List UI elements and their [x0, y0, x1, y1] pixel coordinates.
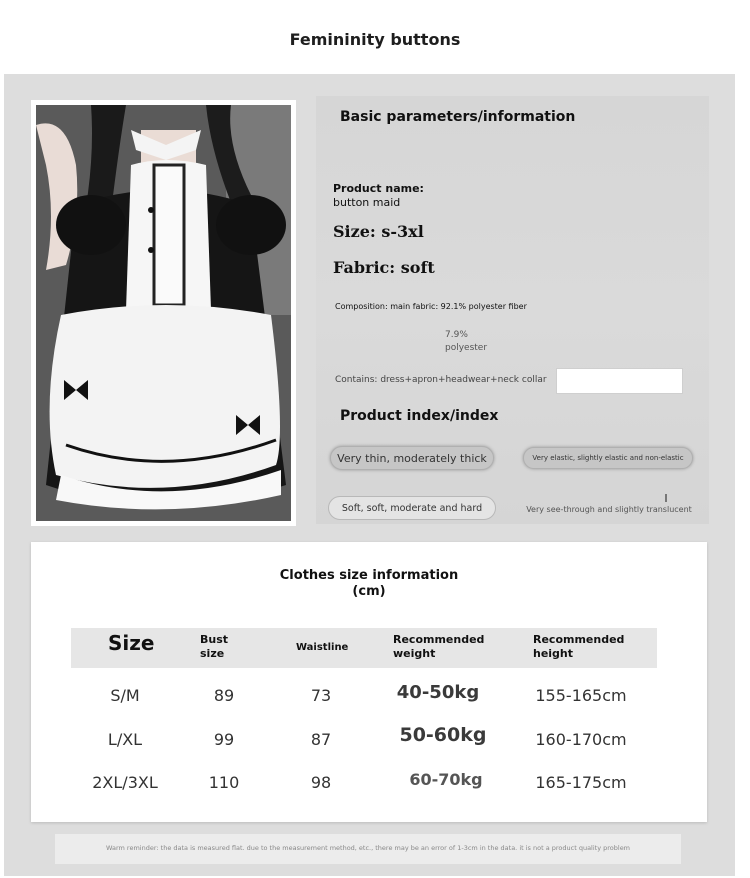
table-row-weight: 50-60kg	[399, 724, 487, 746]
table-row-size: L/XL	[107, 730, 143, 749]
table-row-bust: 99	[213, 730, 235, 749]
header-bust-1: Bust	[200, 633, 229, 646]
contains-text: Contains: dress+apron+headwear+neck collar	[335, 375, 547, 385]
basic-info-card	[316, 96, 709, 524]
header-weight-1: Recommended	[393, 633, 485, 646]
pill-softness: Soft, soft, moderate and hard	[328, 496, 496, 520]
product-photo	[36, 105, 291, 521]
product-name-label: Product name:	[333, 182, 424, 195]
table-row-height: 165-175cm	[535, 773, 627, 792]
secondary-pct: 7.9%	[445, 330, 468, 340]
composition-text: Composition: main fabric: 92.1% polyester fiber	[335, 302, 527, 311]
secondary-material: polyester	[445, 343, 488, 353]
fabric-type: Fabric: soft	[333, 258, 435, 277]
size-table-title: Clothes size information	[279, 568, 459, 583]
maid-dress-illustration	[36, 105, 291, 521]
header-height-1: Recommended	[533, 633, 625, 646]
transparency-marker	[665, 494, 667, 502]
table-row-height: 155-165cm	[535, 686, 627, 705]
header-height-2: height	[533, 647, 574, 660]
size-table-card	[31, 542, 707, 822]
pill-transparency: Very see-through and slightly translucent	[526, 504, 692, 514]
size-table-unit: (cm)	[352, 584, 386, 599]
table-row-bust: 110	[208, 773, 240, 792]
page-title: Femininity buttons	[289, 30, 461, 49]
blank-label-box	[556, 368, 683, 394]
index-heading: Product index/index	[340, 408, 499, 424]
pill-thickness: Very thin, moderately thick	[330, 446, 494, 470]
header-waist: Waistline	[296, 642, 349, 653]
table-row-waist: 73	[310, 686, 332, 705]
header-size: Size	[108, 631, 155, 655]
product-name-value: button maid	[333, 196, 401, 209]
measurement-reminder: Warm reminder: the data is measured flat. due to the measurement method, etc., there may be an error of 1-3cm in the data. it is not a product quality problem	[105, 844, 631, 852]
table-row-weight: 60-70kg	[409, 770, 483, 789]
table-row-waist: 87	[310, 730, 332, 749]
table-row-size: S/M	[110, 686, 140, 705]
table-row-height: 160-170cm	[535, 730, 627, 749]
header-weight-2: weight	[393, 647, 436, 660]
table-row-bust: 89	[213, 686, 235, 705]
size-range: Size: s-3xl	[333, 222, 424, 241]
table-row-weight: 40-50kg	[396, 682, 480, 703]
header-bust-2: size	[200, 647, 225, 660]
table-row-waist: 98	[310, 773, 332, 792]
info-heading: Basic parameters/information	[340, 109, 576, 125]
product-photo-frame	[31, 100, 296, 526]
pill-elasticity: Very elastic, slightly elastic and non-elastic	[523, 447, 693, 469]
table-row-size: 2XL/3XL	[92, 773, 158, 792]
